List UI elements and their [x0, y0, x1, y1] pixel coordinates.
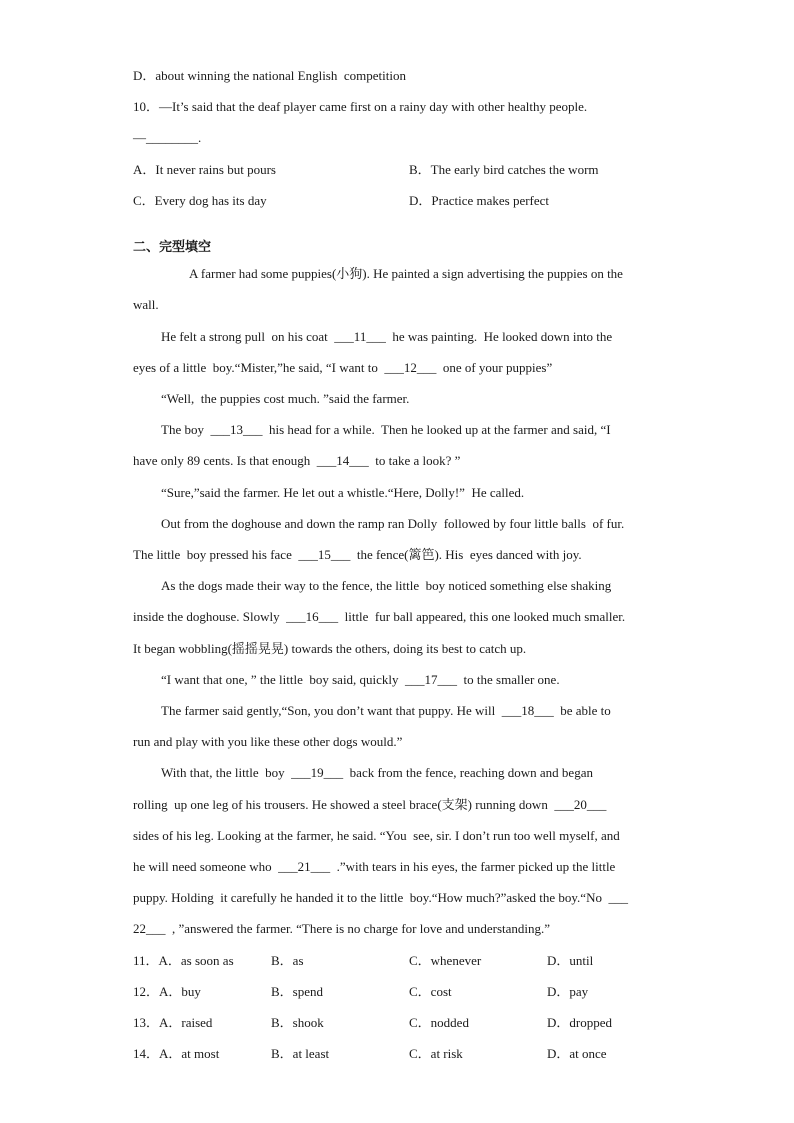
option-d: D．at once — [547, 1046, 607, 1061]
passage-line: puppy. Holding it carefully he handed it to the little boy.“How much?”asked the boy.“No ___ — [133, 890, 628, 905]
passage-line: Out from the doghouse and down the ramp ran Dolly followed by four little balls of fur. — [161, 516, 625, 531]
option-b: B．at least — [271, 1046, 330, 1061]
option-a: 11．A．as soon as — [133, 953, 234, 968]
option-c: C．nodded — [409, 1015, 469, 1030]
option-c: C．whenever — [409, 953, 482, 968]
question-row — [133, 1015, 693, 1031]
option-d: D．until — [547, 953, 594, 968]
question-row — [133, 1046, 693, 1062]
option-d: D．pay — [547, 984, 589, 999]
passage-line: As the dogs made their way to the fence, the little boy noticed something else shaking — [161, 578, 612, 593]
passage-line: inside the doghouse. Slowly ___16___ little fur ball appeared, this one looked much smaller. — [133, 609, 626, 624]
q10-option-b: B．The early bird catches the worm — [409, 162, 599, 177]
passage-line: With that, the little boy ___19___ back from the fence, reaching down and began — [161, 765, 593, 780]
passage-line: The boy ___13___ his head for a while. Then he looked up at the farmer and said, “I — [161, 422, 611, 437]
option-b: B．shook — [271, 1015, 324, 1030]
option-a: 14．A．at most — [133, 1046, 220, 1061]
passage-line: sides of his leg. Looking at the farmer, he said. “You see, sir. I don’t run too well myself, and — [133, 828, 620, 843]
question-row — [133, 984, 693, 1000]
q10-option-d: D．Practice makes perfect — [409, 193, 550, 208]
passage-line: 22___ , ”answered the farmer. “There is no charge for love and understanding.” — [133, 921, 551, 936]
passage-line: “Well, the puppies cost much. ”said the farmer. — [161, 391, 410, 406]
passage-line: The little boy pressed his face ___15___ the fence(篱笆). His eyes danced with joy. — [133, 547, 582, 562]
option-b: B．as — [271, 953, 304, 968]
passage-line: He felt a strong pull on his coat ___11___ he was painting. He looked down into the — [161, 329, 613, 344]
option-c: C．cost — [409, 984, 452, 999]
q10-option-c: C．Every dog has its day — [133, 193, 267, 208]
q10-answer-line: —________. — [133, 130, 202, 145]
passage-line: It began wobbling(摇摇晃晃) towards the others, doing its best to catch up. — [133, 641, 527, 656]
option-c: C．at risk — [409, 1046, 463, 1061]
q9-option-d: D．about winning the national English competition — [133, 68, 406, 83]
passage-line: rolling up one leg of his trousers. He showed a steel brace(支架) running down ___20___ — [133, 797, 607, 812]
q10-stem: 10．—It’s said that the deaf player came first on a rainy day with other healthy people. — [133, 99, 588, 114]
passage-line: A farmer had some puppies(小狗). He painted a sign advertising the puppies on the — [189, 266, 623, 281]
passage-line: wall. — [133, 297, 159, 312]
passage-line: The farmer said gently,“Son, you don’t want that puppy. He will ___18___ be able to — [161, 703, 611, 718]
option-a: 13．A．raised — [133, 1015, 213, 1030]
section-title: 二、完型填空 — [133, 240, 212, 255]
q10-option-a: A．It never rains but pours — [133, 162, 276, 177]
question-row — [133, 953, 693, 969]
option-b: B．spend — [271, 984, 324, 999]
passage-line: have only 89 cents. Is that enough ___14___ to take a look? ” — [133, 453, 461, 468]
option-a: 12．A．buy — [133, 984, 201, 999]
passage-line: run and play with you like these other dogs would.” — [133, 734, 403, 749]
passage-line: he will need someone who ___21___ .”with tears in his eyes, the farmer picked up the little — [133, 859, 616, 874]
passage-line: “I want that one, ” the little boy said, quickly ___17___ to the smaller one. — [161, 672, 560, 687]
option-d: D．dropped — [547, 1015, 612, 1030]
passage-line: eyes of a little boy.“Mister,”he said, “I want to ___12___ one of your puppies” — [133, 360, 553, 375]
passage-line: “Sure,”said the farmer. He let out a whistle.“Here, Dolly!” He called. — [161, 485, 525, 500]
